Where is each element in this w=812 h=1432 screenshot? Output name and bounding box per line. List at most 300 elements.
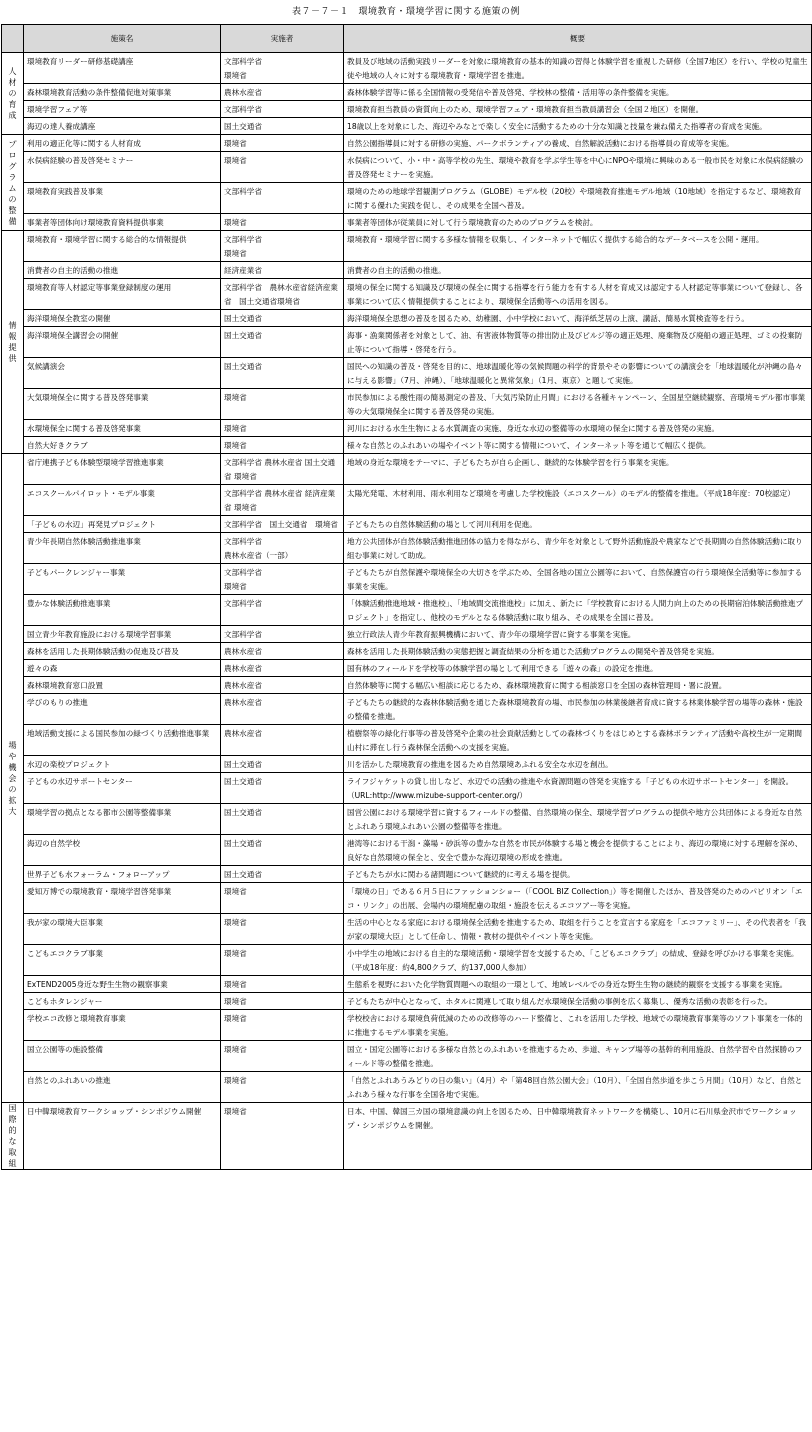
implementer: 農林水産省 [224, 88, 262, 97]
implementer: 環境省 [224, 1076, 247, 1085]
measure-name-cell [24, 756, 221, 773]
summary-cell [344, 660, 812, 677]
table-row [2, 993, 812, 1010]
measure-name-cell [24, 420, 221, 437]
measure-name-cell [24, 626, 221, 643]
measure-name: 気候講演会 [27, 362, 65, 371]
summary-cell [344, 53, 812, 84]
measure-name-cell [24, 454, 221, 485]
summary-cell [344, 101, 812, 118]
table-row [2, 804, 812, 835]
implementer-cell [221, 101, 344, 118]
implementer-cell [221, 626, 344, 643]
implementer-cell [221, 595, 344, 626]
summary-cell [344, 183, 812, 214]
implementer: 環境省 [224, 980, 247, 989]
summary: 学校校舎における環境負荷低減のための改修等のハード整備と、これを活用した学校、地域での環境教育事業等のソフト事業を一体的に推進するモデル事業を実施。 [347, 1014, 803, 1037]
implementer-cell [221, 835, 344, 866]
measure-name-cell [24, 1041, 221, 1072]
summary: 教員及び地域の活動実践リーダーを対象に環境教育の基本的知識の習得と体験学習を重視した研修（全国7地区）を行い、学校の児童生徒や地域の人々に対する環境教育・環境学習を推進。 [347, 57, 808, 80]
measure-name: 国立公園等の施設整備 [27, 1045, 103, 1054]
measure-name-cell [24, 1103, 221, 1170]
table-row [2, 437, 812, 454]
summary: 港湾等における干潟・藻場・砂浜等の豊かな自然を市民が体験する場と機会を提供することにより、海辺の環境に対する理解を深め、良好な自然環境の保全と、安全で豊かな海辺環境の形成を推進。 [347, 839, 803, 862]
implementer-cell [221, 118, 344, 135]
summary-cell [344, 327, 812, 358]
measure-name-cell [24, 152, 221, 183]
summary-cell [344, 804, 812, 835]
measure-name: 環境教育実践普及事業 [27, 187, 103, 196]
table-row [2, 84, 812, 101]
implementer-cell [221, 660, 344, 677]
table-row [2, 231, 812, 262]
measure-name: 海洋環境保全講習会の開催 [27, 331, 119, 340]
measure-name-cell [24, 993, 221, 1010]
table-row [2, 135, 812, 152]
measure-name-cell [24, 118, 221, 135]
implementer: 国土交通省 [224, 331, 262, 340]
category-label: 人材の育成 [8, 67, 17, 120]
category-cell [2, 1103, 24, 1170]
measure-name-cell [24, 101, 221, 118]
summary: 「環境の日」である６月５日にファッションショー（「COOL BIZ Collection」）等を開催したほか、普及啓発のためのパビリオン「エコ・リンク」の出展、会場内の環境配慮の取組・施設を伝えるエコツアー等を実施。 [347, 887, 803, 910]
summary-cell [344, 835, 812, 866]
implementer: 文部科学省 環境省 [224, 57, 262, 80]
summary-cell [344, 516, 812, 533]
table-row [2, 533, 812, 564]
table-row [2, 358, 812, 389]
summary: 環境教育担当教員の資質向上のため、環境学習フェア・環境教育担当教員講習会（全国２地区）を開催。 [347, 105, 704, 114]
implementer: 文部科学省 [224, 630, 262, 639]
measure-name: 学校エコ改修と環境教育事業 [27, 1014, 126, 1023]
implementer: 環境省 [224, 424, 247, 433]
measure-name: 森林を活用した長期体験活動の促進及び普及 [27, 647, 179, 656]
implementer: 文部科学省 農林水産省（一部） [224, 537, 293, 560]
summary-cell [344, 1103, 812, 1170]
summary: 子どもたちが水に関わる諸問題について継続的に考える場を提供。 [347, 870, 575, 879]
summary: 自然公園指導員に対する研修の実施、パークボランティアの養成、自然解説活動における指導員の育成等を実施。 [347, 139, 734, 148]
measure-name-cell [24, 516, 221, 533]
measure-name: 子どもパークレンジャー事業 [27, 568, 126, 577]
table-row [2, 485, 812, 516]
table-row [2, 883, 812, 914]
measure-name: 大気環境保全に関する普及啓発事業 [27, 393, 149, 402]
category-cell [2, 231, 24, 454]
summary: 子どもたちが中心となって、ホタルに関連して取り組んだ水環境保全活動の事例を広く募集し、優秀な活動の表彰を行った。 [347, 997, 773, 1006]
measure-name-cell [24, 773, 221, 804]
measure-name-cell [24, 53, 221, 84]
table-row [2, 183, 812, 214]
summary: 自然体験等に関する幅広い相談に応じるため、森林環境教育に関する相談窓口を全国の森林管理局・署に設置。 [347, 681, 727, 690]
implementer-cell [221, 677, 344, 694]
implementer: 環境省 [224, 393, 247, 402]
measure-name-cell [24, 945, 221, 976]
table-body [2, 53, 812, 1170]
implementer: 国土交通省 [224, 122, 262, 131]
implementer: 農林水産省 [224, 647, 262, 656]
table-row [2, 279, 812, 310]
implementer-cell [221, 279, 344, 310]
implementer: 農林水産省 [224, 664, 262, 673]
measure-name-cell [24, 135, 221, 152]
implementer-cell [221, 1103, 344, 1170]
table-row [2, 101, 812, 118]
measure-name: 「子どもの水辺」再発見プロジェクト [27, 520, 156, 529]
implementer-cell [221, 84, 344, 101]
measure-name: ExTEND2005身近な野生生物の観察事業 [27, 980, 168, 989]
summary-cell [344, 643, 812, 660]
summary: 太陽光発電、木材利用、雨水利用など環境を考慮した学校施設（エコスクール）のモデル的整備を推進。（平成18年度：70校認定） [347, 489, 795, 498]
implementer: 経済産業省 [224, 266, 262, 275]
measure-name: こどもエコクラブ事業 [27, 949, 103, 958]
implementer-cell [221, 773, 344, 804]
measure-name: 水俣病経験の普及啓発セミナー [27, 156, 134, 165]
table-row [2, 564, 812, 595]
summary: 河川における水生生物による水質調査の実施、身近な水辺の整備等の水環境の保全に関する普及啓発の実施。 [347, 424, 720, 433]
category-cell [2, 53, 24, 135]
summary: 環境のための地球学習観測プログラム（GLOBE）モデル校（20校）や環境教育推進モデル地域（10地域）を指定するなど、環境教育に関する優れた実践を促し、その成果を全国へ普及。 [347, 187, 802, 210]
implementer-cell [221, 756, 344, 773]
measure-name: エコスクールパイロット・モデル事業 [27, 489, 155, 498]
summary: 川を活かした環境教育の推進を図るため自然環境あふれる安全な水辺を創出。 [347, 760, 613, 769]
implementer: 環境省 [224, 441, 247, 450]
category-cell [2, 135, 24, 231]
summary-cell [344, 454, 812, 485]
measure-name: 愛知万博での環境教育・環境学習啓発事業 [27, 887, 172, 896]
measure-name-cell [24, 677, 221, 694]
summary: 子どもたちの自然体験活動の場として河川利用を促進。 [347, 520, 537, 529]
page-title: 表７－７－１ 環境教育・環境学習に関する施策の例 [291, 7, 520, 17]
measure-name: 我が家の環境大臣事業 [27, 918, 103, 927]
implementer-cell [221, 53, 344, 84]
summary: 独立行政法人青少年教育振興機構において、青少年の環境学習に資する事業を実施。 [347, 630, 636, 639]
measure-name: 利用の適正化等に関する人材育成 [27, 139, 141, 148]
table-row [2, 1010, 812, 1041]
implementer: 環境省 [224, 887, 247, 896]
measure-name-cell [24, 358, 221, 389]
implementer: 環境省 [224, 1045, 247, 1054]
measure-name: 環境学習フェア等 [27, 105, 88, 114]
implementer: 文部科学省 [224, 105, 262, 114]
implementer: 環境省 [224, 139, 247, 148]
measure-name: 環境教育・環境学習に関する総合的な情報提供 [27, 235, 187, 244]
implementer-cell [221, 725, 344, 756]
summary: 18歳以上を対象にした、海辺やみなとで楽しく安全に活動するための十分な知識と技量を兼ね備えた指導者の育成を実施。 [347, 122, 767, 131]
measure-name-cell [24, 437, 221, 454]
table-row [2, 773, 812, 804]
measure-name-cell [24, 595, 221, 626]
summary-cell [344, 118, 812, 135]
measure-name-cell [24, 660, 221, 677]
measure-name-cell [24, 310, 221, 327]
summary-cell [344, 231, 812, 262]
measure-name-cell [24, 214, 221, 231]
table-row [2, 945, 812, 976]
summary-cell [344, 595, 812, 626]
implementer-cell [221, 485, 344, 516]
implementer-cell [221, 914, 344, 945]
summary-cell [344, 945, 812, 976]
implementer-cell [221, 976, 344, 993]
table-row [2, 389, 812, 420]
table-row [2, 152, 812, 183]
measure-name-cell [24, 725, 221, 756]
implementer-cell [221, 183, 344, 214]
measure-name: 日中韓環境教育ワークショップ・シンポジウム開催 [27, 1107, 202, 1116]
implementer: 環境省 [224, 1107, 247, 1116]
summary-cell [344, 626, 812, 643]
measure-name: 国立青少年教育施設における環境学習事業 [27, 630, 172, 639]
summary-cell [344, 756, 812, 773]
category-label: 情報提供 [8, 321, 17, 363]
table-row [2, 1041, 812, 1072]
summary: 市民参加による酸性雨の簡易測定の普及、「大気汚染防止月間」における各種キャンペーン、全国星空継続観察、音環境モデル都市事業等の大気環境保全に関する普及啓発の実施。 [347, 393, 806, 416]
summary: 森林体験学習等に係る全国情報の受発信や普及啓発、学校林の整備・活用等の条件整備を実施。 [347, 88, 674, 97]
implementer-cell [221, 883, 344, 914]
implementer-cell [221, 231, 344, 262]
summary: 環境の保全に関する知識及び環境の保全に関する指導を行う能力を有する人材を育成又は認定する人材認定等事業について登録し、各事業について広く情報提供することにより、環境保全活動等への活用を図る。 [347, 283, 803, 306]
implementer-cell [221, 1041, 344, 1072]
implementer: 環境省 [224, 918, 247, 927]
summary: 地方公共団体が自然体験活動推進団体の協力を得ながら、青少年を対象として野外活動施設や農家などで長期間の自然体験活動に取り組む事業に対して助成。 [347, 537, 803, 560]
table-row [2, 118, 812, 135]
implementer-cell [221, 694, 344, 725]
summary: 国立・国定公園等における多様な自然とのふれあいを推進するため、歩道、キャンプ場等の基幹的利用施設、自然学習や自然探勝のフィールド等の整備を推進。 [347, 1045, 803, 1068]
implementer-cell [221, 516, 344, 533]
summary: 植樹祭等の緑化行事等の普及啓発や企業の社会貢献活動としての森林づくりをはじめとする森林ボランティア活動や高校生が一定期間山村に滞在し行う森林保全活動への支援を実施。 [347, 729, 803, 752]
summary-cell [344, 1041, 812, 1072]
implementer: 文部科学省 農林水産省経済産業省 国土交通省環境省 [224, 283, 338, 306]
implementer-cell [221, 262, 344, 279]
measure-name: 消費者の自主的活動の推進 [27, 266, 119, 275]
measure-name-cell [24, 533, 221, 564]
table-row [2, 214, 812, 231]
summary-cell [344, 152, 812, 183]
table-row [2, 310, 812, 327]
measure-name: 環境教育リーダー研修基礎講座 [27, 57, 134, 66]
table-row [2, 516, 812, 533]
measure-name-cell [24, 279, 221, 310]
implementer-cell [221, 214, 344, 231]
implementer-cell [221, 389, 344, 420]
implementer-cell [221, 993, 344, 1010]
table-row [2, 756, 812, 773]
summary: 子どもたちの継続的な森林体験活動を通じた森林環境教育の場、市民参加の林業後継者育成に資する林業体験学習の場等の森林・施設の整備を推進。 [347, 698, 803, 721]
measure-name-cell [24, 564, 221, 595]
measure-name-cell [24, 866, 221, 883]
summary: 海事・漁業関係者を対象として、油、有害液体物質等の排出防止及びビルジ等の適正処理、廃棄物及び廃船の適正処理、ゴミの投棄防止等について指導・啓発を行う。 [347, 331, 803, 354]
summary: 地域の身近な環境をテーマに、子どもたちが自ら企画し、継続的な体験学習を行う事業を実施。 [347, 458, 674, 467]
table-row [2, 914, 812, 945]
measure-name: 森林環境教育窓口設置 [27, 681, 103, 690]
measure-name-cell [24, 694, 221, 725]
implementer-cell [221, 310, 344, 327]
measure-name-cell [24, 183, 221, 214]
measure-name: 青少年長期自然体験活動推進事業 [27, 537, 141, 546]
implementer-cell [221, 945, 344, 976]
summary-cell [344, 564, 812, 595]
implementer: 文部科学省 農林水産省 経済産業省 環境省 [224, 489, 336, 512]
implementer: 文部科学省 [224, 187, 262, 196]
summary-cell [344, 725, 812, 756]
implementer-cell [221, 533, 344, 564]
summary: 国民への知識の普及・啓発を目的に、地球温暖化等の気候問題の科学的背景やその影響についての講演会を「地球温暖化が沖縄の島々に与える影響」（7月、沖縄）、「地球温暖化と異常気象」（1月、東京）と題して実施。 [347, 362, 803, 385]
table-row [2, 660, 812, 677]
table-row [2, 626, 812, 643]
measure-name: 自然とのふれあいの推進 [27, 1076, 111, 1085]
table-row [2, 595, 812, 626]
implementer: 国土交通省 [224, 760, 262, 769]
summary-cell [344, 976, 812, 993]
measure-name-cell [24, 1072, 221, 1103]
summary-cell [344, 1072, 812, 1103]
category-label: 国際的な取組 [8, 1104, 17, 1168]
implementer: 文部科学省 環境省 [224, 235, 262, 258]
table-row [2, 327, 812, 358]
measure-name-cell [24, 262, 221, 279]
implementer: 国土交通省 [224, 808, 262, 817]
measure-name: 世界子ども水フォーラム・フォローアップ [27, 870, 170, 879]
summary: 様々な自然とのふれあいの場やイベント等に関する情報について、インターネット等を通じて幅広く提供。 [347, 441, 711, 450]
implementer-cell [221, 643, 344, 660]
table-row [2, 866, 812, 883]
header-measure-name: 施策名 [24, 25, 221, 53]
measure-name: 森林環境教育活動の条件整備促進対策事業 [27, 88, 172, 97]
implementer: 農林水産省 [224, 729, 262, 738]
measure-name-cell [24, 804, 221, 835]
implementer: 文部科学省 [224, 599, 262, 608]
implementer-cell [221, 804, 344, 835]
summary: 海洋環境保全思想の普及を図るため、幼稚園、小中学校において、海洋紙芝居の上演、講話、簡易水質検査等を行う。 [347, 314, 750, 323]
implementer: 環境省 [224, 156, 247, 165]
measures-table [1, 24, 812, 1170]
measure-name: こどもホタレンジャー [27, 997, 103, 1006]
table-row [2, 694, 812, 725]
implementer: 国土交通省 [224, 777, 262, 786]
summary-cell [344, 437, 812, 454]
measure-name: 学びのもりの推進 [27, 698, 88, 707]
measure-name-cell [24, 84, 221, 101]
implementer: 環境省 [224, 218, 247, 227]
summary: 水俣病について、小・中・高等学校の先生、環境や教育を学ぶ学生等を中心にNPOや環境に興味のある一般市民を対象に水俣病経験の普及啓発セミナーを実施。 [347, 156, 804, 179]
summary-cell [344, 677, 812, 694]
implementer: 国土交通省 [224, 839, 262, 848]
table-row [2, 1103, 812, 1170]
measure-name-cell [24, 485, 221, 516]
table-row [2, 643, 812, 660]
summary: 国有林のフィールドを学校等の体験学習の場として利用できる「遊々の森」の設定を推進。 [347, 664, 658, 673]
summary: 子どもたちが自然保護や環境保全の大切さを学ぶため、全国各地の国立公園等において、自然保護官の行う環境保全活動等に参加する事業を実施。 [347, 568, 803, 591]
summary: 環境教育・環境学習に関する多様な情報を収集し、インターネットで幅広く提供する総合的なデータベースを公開・運用。 [347, 235, 764, 244]
measure-name: 海辺の自然学校 [27, 839, 81, 848]
measure-name: 省庁連携子ども体験型環境学習推進事業 [27, 458, 164, 467]
measure-name: 自然大好きクラブ [27, 441, 88, 450]
implementer-cell [221, 152, 344, 183]
summary: 日本、中国、韓国三カ国の環境意識の向上を図るため、日中韓環境教育ネットワークを構築し、10月に石川県金沢市でワークショップ・シンポジウムを開催。 [347, 1107, 797, 1130]
implementer: 環境省 [224, 949, 247, 958]
implementer-cell [221, 866, 344, 883]
measure-name: 環境教育等人材認定等事業登録制度の運用 [27, 283, 172, 292]
table-row [2, 725, 812, 756]
summary: 生活の中心となる家庭における環境保全活動を推進するため、取組を行うことを宣言する家庭を「エコファミリー」、その代表者を「我が家の環境大臣」として任命し、情報・教材の提供やイベント等を実施。 [347, 918, 806, 941]
measure-name: 事業者等団体向け環境教育資料提供事業 [27, 218, 164, 227]
summary: 消費者の自主的活動の推進。 [347, 266, 446, 275]
summary-cell [344, 485, 812, 516]
summary-cell [344, 914, 812, 945]
measure-name: 遊々の森 [27, 664, 58, 673]
table-row [2, 53, 812, 84]
implementer: 文部科学省 環境省 [224, 568, 262, 591]
summary: ライフジャケットの貸し出しなど、水辺での活動の推進や水資源問題の啓発を実施する「子どもの水辺サポートセンター」を開設。（URL:http://www.mizube-support-center.org/） [347, 777, 794, 800]
measure-name: 海洋環境保全教室の開催 [27, 314, 111, 323]
measure-name-cell [24, 835, 221, 866]
implementer: 国土交通省 [224, 314, 262, 323]
implementer-cell [221, 564, 344, 595]
implementer-cell [221, 1072, 344, 1103]
header-summary: 概要 [344, 25, 812, 53]
table-row [2, 1072, 812, 1103]
summary-cell [344, 1010, 812, 1041]
summary-cell [344, 389, 812, 420]
measure-name: 水環境保全に関する普及啓発事業 [27, 424, 141, 433]
implementer: 文部科学省 国土交通省 環境省 [224, 520, 338, 529]
implementer: 国土交通省 [224, 870, 262, 879]
summary: 生態系を視野においた化学物質問題への取組の一環として、地域レベルでの身近な野生生物の継続的観察を支援する事業を実施。 [347, 980, 788, 989]
summary-cell [344, 533, 812, 564]
table-row [2, 835, 812, 866]
measure-name-cell [24, 1010, 221, 1041]
summary: 森林を活用した長期体験活動の実態把握と調査結果の分析を通じた活動プログラムの開発や普及啓発を実施。 [347, 647, 720, 656]
header-category [2, 25, 24, 53]
summary-cell [344, 420, 812, 437]
table-row [2, 976, 812, 993]
implementer-cell [221, 358, 344, 389]
measure-name-cell [24, 389, 221, 420]
measure-name: 海辺の達人養成講座 [27, 122, 96, 131]
category-label: 場や機会の拡大 [8, 740, 17, 816]
table-row [2, 262, 812, 279]
implementer: 文部科学省 農林水産省 国土交通省 環境省 [224, 458, 336, 481]
implementer-cell [221, 1010, 344, 1041]
implementer: 環境省 [224, 997, 247, 1006]
category-cell [2, 454, 24, 1103]
summary-cell [344, 773, 812, 804]
implementer-cell [221, 420, 344, 437]
summary-cell [344, 358, 812, 389]
implementer-cell [221, 454, 344, 485]
implementer-cell [221, 135, 344, 152]
measure-name: 環境学習の拠点となる都市公園等整備事業 [27, 808, 172, 817]
measure-name-cell [24, 327, 221, 358]
table-header-row [2, 25, 812, 53]
measure-name: 子どもの水辺サポートセンター [27, 777, 133, 786]
summary-cell [344, 866, 812, 883]
measure-name-cell [24, 231, 221, 262]
summary: 「自然とふれあうみどりの日の集い」（4月）や「第48回自然公園大会」（10月）、「全国自然歩道を歩こう月間」（10月）など、自然とふれあう様々な行事を全国各地で実施。 [347, 1076, 803, 1099]
measure-name-cell [24, 914, 221, 945]
measure-name-cell [24, 883, 221, 914]
table-row [2, 454, 812, 485]
measure-name: 水辺の楽校プロジェクト [27, 760, 111, 769]
summary-cell [344, 993, 812, 1010]
summary: 「体験活動推進地域・推進校」、「地域間交流推進校」に加え、新たに「学校教育における人間力向上のための長期宿泊体験活動推進プロジェクト」を指定し、他校のモデルとなる体験活動に取り組み、その成果を全国に普及。 [347, 599, 804, 622]
measure-name: 地域活動支援による国民参加の緑づくり活動推進事業 [27, 729, 210, 738]
summary-cell [344, 262, 812, 279]
summary: 事業者等団体が従業員に対して行う環境教育のためのプログラムを検討。 [347, 218, 598, 227]
header-implementer: 実施者 [221, 25, 344, 53]
measure-name-cell [24, 976, 221, 993]
table-row [2, 677, 812, 694]
